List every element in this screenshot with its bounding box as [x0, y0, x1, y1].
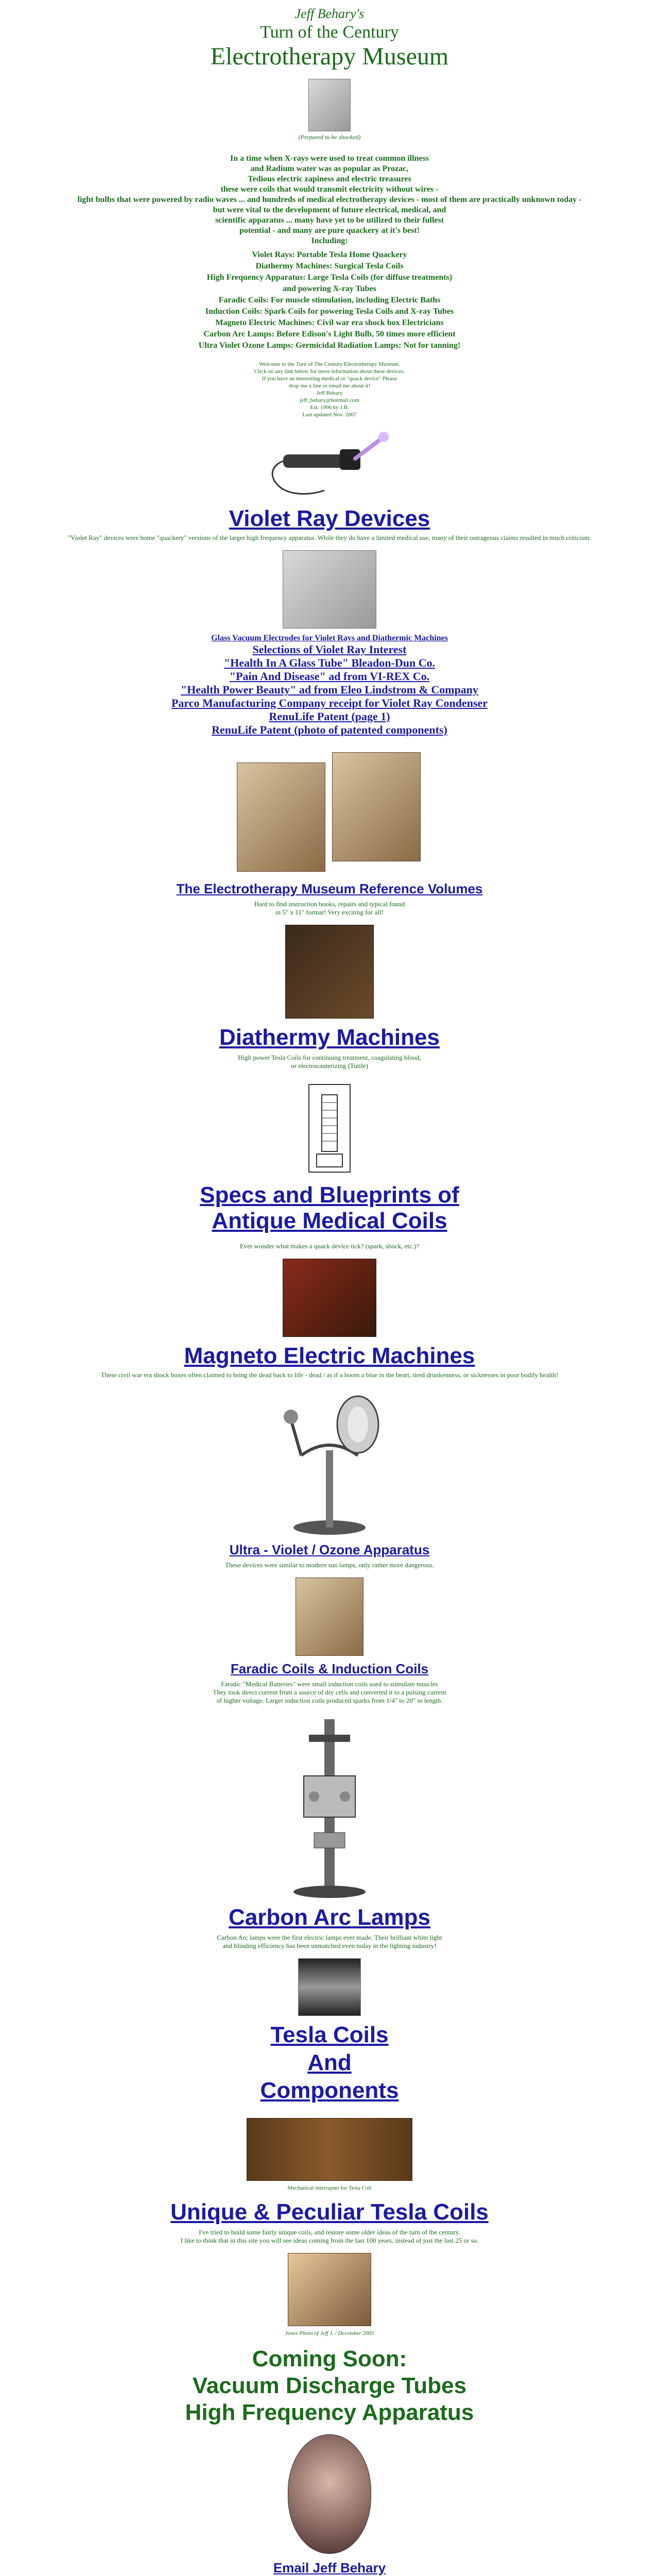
specs-desc: Ever wonder what makes a quack device tick? (spark, shock, etc.)? — [239, 1242, 420, 1250]
jeff-portrait-image[interactable] — [288, 2434, 371, 2554]
violet-ray-links — [0, 634, 659, 737]
mechanical-interrupter-image[interactable] — [247, 2118, 412, 2181]
author-line: Jeff Behary's — [294, 6, 365, 21]
carbon-desc: Carbon Arc lamps were the first electric lamps ever made. Their brilliant white light and blinding efficiency has been unmatched even today in the lighting industry! — [217, 1934, 442, 1950]
carbon-arc-lamps-link[interactable]: Carbon Arc Lamps — [228, 1905, 430, 1930]
intro-device-list: Violet Rays: Portable Tesla Home Quackery Diathermy Machines: Surgical Tesla Coils High Frequency Apparatus: Large Tesla Coils (for diffuse treatments) and powering X-ray Tubes Faradic Coils: For muscle stimulation, including Electric Baths Induction Coils: Spark Coils for powering Tesla Coils and X-ray Tubes Magneto Electric Machines: Civil war era shock box Electricians Carbon Arc Lamps: Before Edison's Light Bulb, 50 times more efficient Ultra Violet Ozone Lamps: Germicidal Radiation Lamps: Not for tanning! — [198, 250, 461, 350]
tesla-coils-link[interactable]: Tesla Coils And Components — [260, 2022, 399, 2103]
carbon-arc-lamp-image[interactable] — [283, 1714, 376, 1900]
reference-book-image[interactable] — [237, 762, 325, 872]
reference-volumes-link[interactable]: The Electrotherapy Museum Reference Volumes — [176, 881, 483, 896]
unique-tesla-coils-link[interactable]: Unique & Peculiar Tesla Coils — [170, 2199, 489, 2225]
reference-book-image[interactable] — [332, 752, 421, 861]
diathermy-machine-image[interactable] — [285, 925, 374, 1019]
faradic-desc: Faradic "Medical Batteries" were small induction coils used to stimulate muscles They took direct current from a source of dry cells and converted it to a pulsing current of higher voltage. Larger induction coils produced sparks from 1/4" to 20" in length. — [213, 1680, 446, 1704]
unique-photo-caption: Jones Photo of Jeff J. / December 2005 — [285, 2330, 374, 2336]
magneto-desc: These civil war era shock boxes often claimed to bring the dead back to life - dead / as if a boom a blue in the heart, tired drunkenness, or sicknesses in poor bodily health! — [100, 1371, 559, 1379]
coil-blueprint-image[interactable] — [299, 1079, 360, 1177]
violet-ray-electrodes-image[interactable] — [283, 550, 376, 629]
reference-desc: Hard to find instruction books, repairs and typical found in 5" x 11" format! Very exciting for all! — [254, 900, 405, 916]
diathermy-desc: High power Tesla Coils for continuing treatment, coagulating blood, or electrocauterizing (Tuttle) — [238, 1054, 421, 1070]
ultra-violet-ozone-link[interactable]: Ultra - Violet / Ozone Apparatus — [229, 1542, 430, 1557]
violet-link-item[interactable]: Parco Manufacturing Company receipt for Violet Ray Condenser — [171, 697, 488, 709]
reference-volumes-images — [237, 752, 422, 876]
violet-link-item[interactable]: "Health Power Beauty" ad from Eleo Lindstrom & Company — [180, 683, 479, 696]
ultra-desc: These devices were similar to modern sun lamps, only rather more dangerous. — [224, 1561, 435, 1569]
unique-desc: I've tried to build some fairly unique coils, and restore some older ideas of the turn of the century. I like to think that in this site you will see ideas coming from the last 100 years, instead of just the last 25 or so. — [180, 2228, 479, 2244]
header-portrait-image — [308, 79, 351, 131]
email-jeff-link[interactable]: Email Jeff Behary — [273, 2560, 386, 2575]
violet-ray-wand-image[interactable] — [263, 418, 396, 501]
page-root — [0, 6, 659, 2576]
violet-link-item[interactable]: "Pain And Disease" ad from VI-REX Co. — [229, 670, 430, 683]
violet-link-item[interactable]: RenuLife Patent (photo of patented components) — [212, 723, 447, 736]
violet-link-item[interactable]: Selections of Violet Ray Interest — [252, 643, 407, 656]
faradic-induction-coils-link[interactable]: Faradic Coils & Induction Coils — [230, 1661, 429, 1676]
violet-link-item[interactable]: "Health In A Glass Tube" Bleadon-Dun Co. — [223, 656, 436, 669]
violet-ray-devices-link[interactable]: Violet Ray Devices — [229, 506, 430, 531]
jeff-behary-photo[interactable] — [288, 2253, 371, 2326]
subtitle: Turn of the Century — [260, 23, 399, 42]
tesla-caption: Mechanical interrupter for Tesla Coil — [287, 2185, 372, 2191]
header-image-caption: (Prepared to be shocked) — [298, 133, 361, 141]
violet-ray-description: "Violet Ray" devices were home "quackery" versions of the larger high frequency apparatus. While they do have a limited medical use, many of their outrageous claims resulted in much criticism. — [67, 534, 592, 541]
coming-soon-block: Coming Soon: Vacuum Discharge Tubes High Frequency Apparatus — [185, 2346, 474, 2425]
magneto-electric-machines-link[interactable]: Magneto Electric Machines — [184, 1343, 475, 1368]
ultra-violet-lamp-image[interactable] — [270, 1388, 389, 1538]
welcome-block: Welcome to the Turn of The Century Electrotherapy Museum. Click on any link below for more information about these devices. If you have an interesting medical or "quack device" Please drop me a line or email me about it! Jeff Behary jeff_behary@hotmail.com Est. 1996 by J.B. Last updated Nov. 2007 — [254, 361, 405, 418]
page-title: Electrotherapy Museum — [210, 43, 449, 70]
tesla-coil-image[interactable] — [298, 1958, 361, 2016]
violet-link-item[interactable]: RenuLife Patent (page 1) — [269, 710, 390, 723]
intro-paragraph: In a time when X-rays were used to treat common illness and Radium water was as popular as Prozac, Tedious electric zapiness and electric treasures these were coils that would transmit electricity without wires - light bulbs that were powered by radio waves ... and hundreds of medical electrotherapy devices - most of them are practically unknown today - but were vital to the development of future electrical, medical, and scientific apparatus ... many have yet to be utilized to their fullest potential - and many are pure quackery at it's best! Including: — [77, 154, 582, 245]
magneto-machine-image[interactable] — [283, 1259, 376, 1337]
faradic-coil-image[interactable] — [296, 1578, 363, 1656]
diathermy-machines-link[interactable]: Diathermy Machines — [219, 1025, 440, 1050]
specs-blueprints-link[interactable]: Specs and Blueprints of Antique Medical Coils — [200, 1182, 459, 1233]
glass-electrodes-link[interactable]: Glass Vacuum Electrodes for Violet Rays and Diathermic Machines — [211, 634, 448, 642]
